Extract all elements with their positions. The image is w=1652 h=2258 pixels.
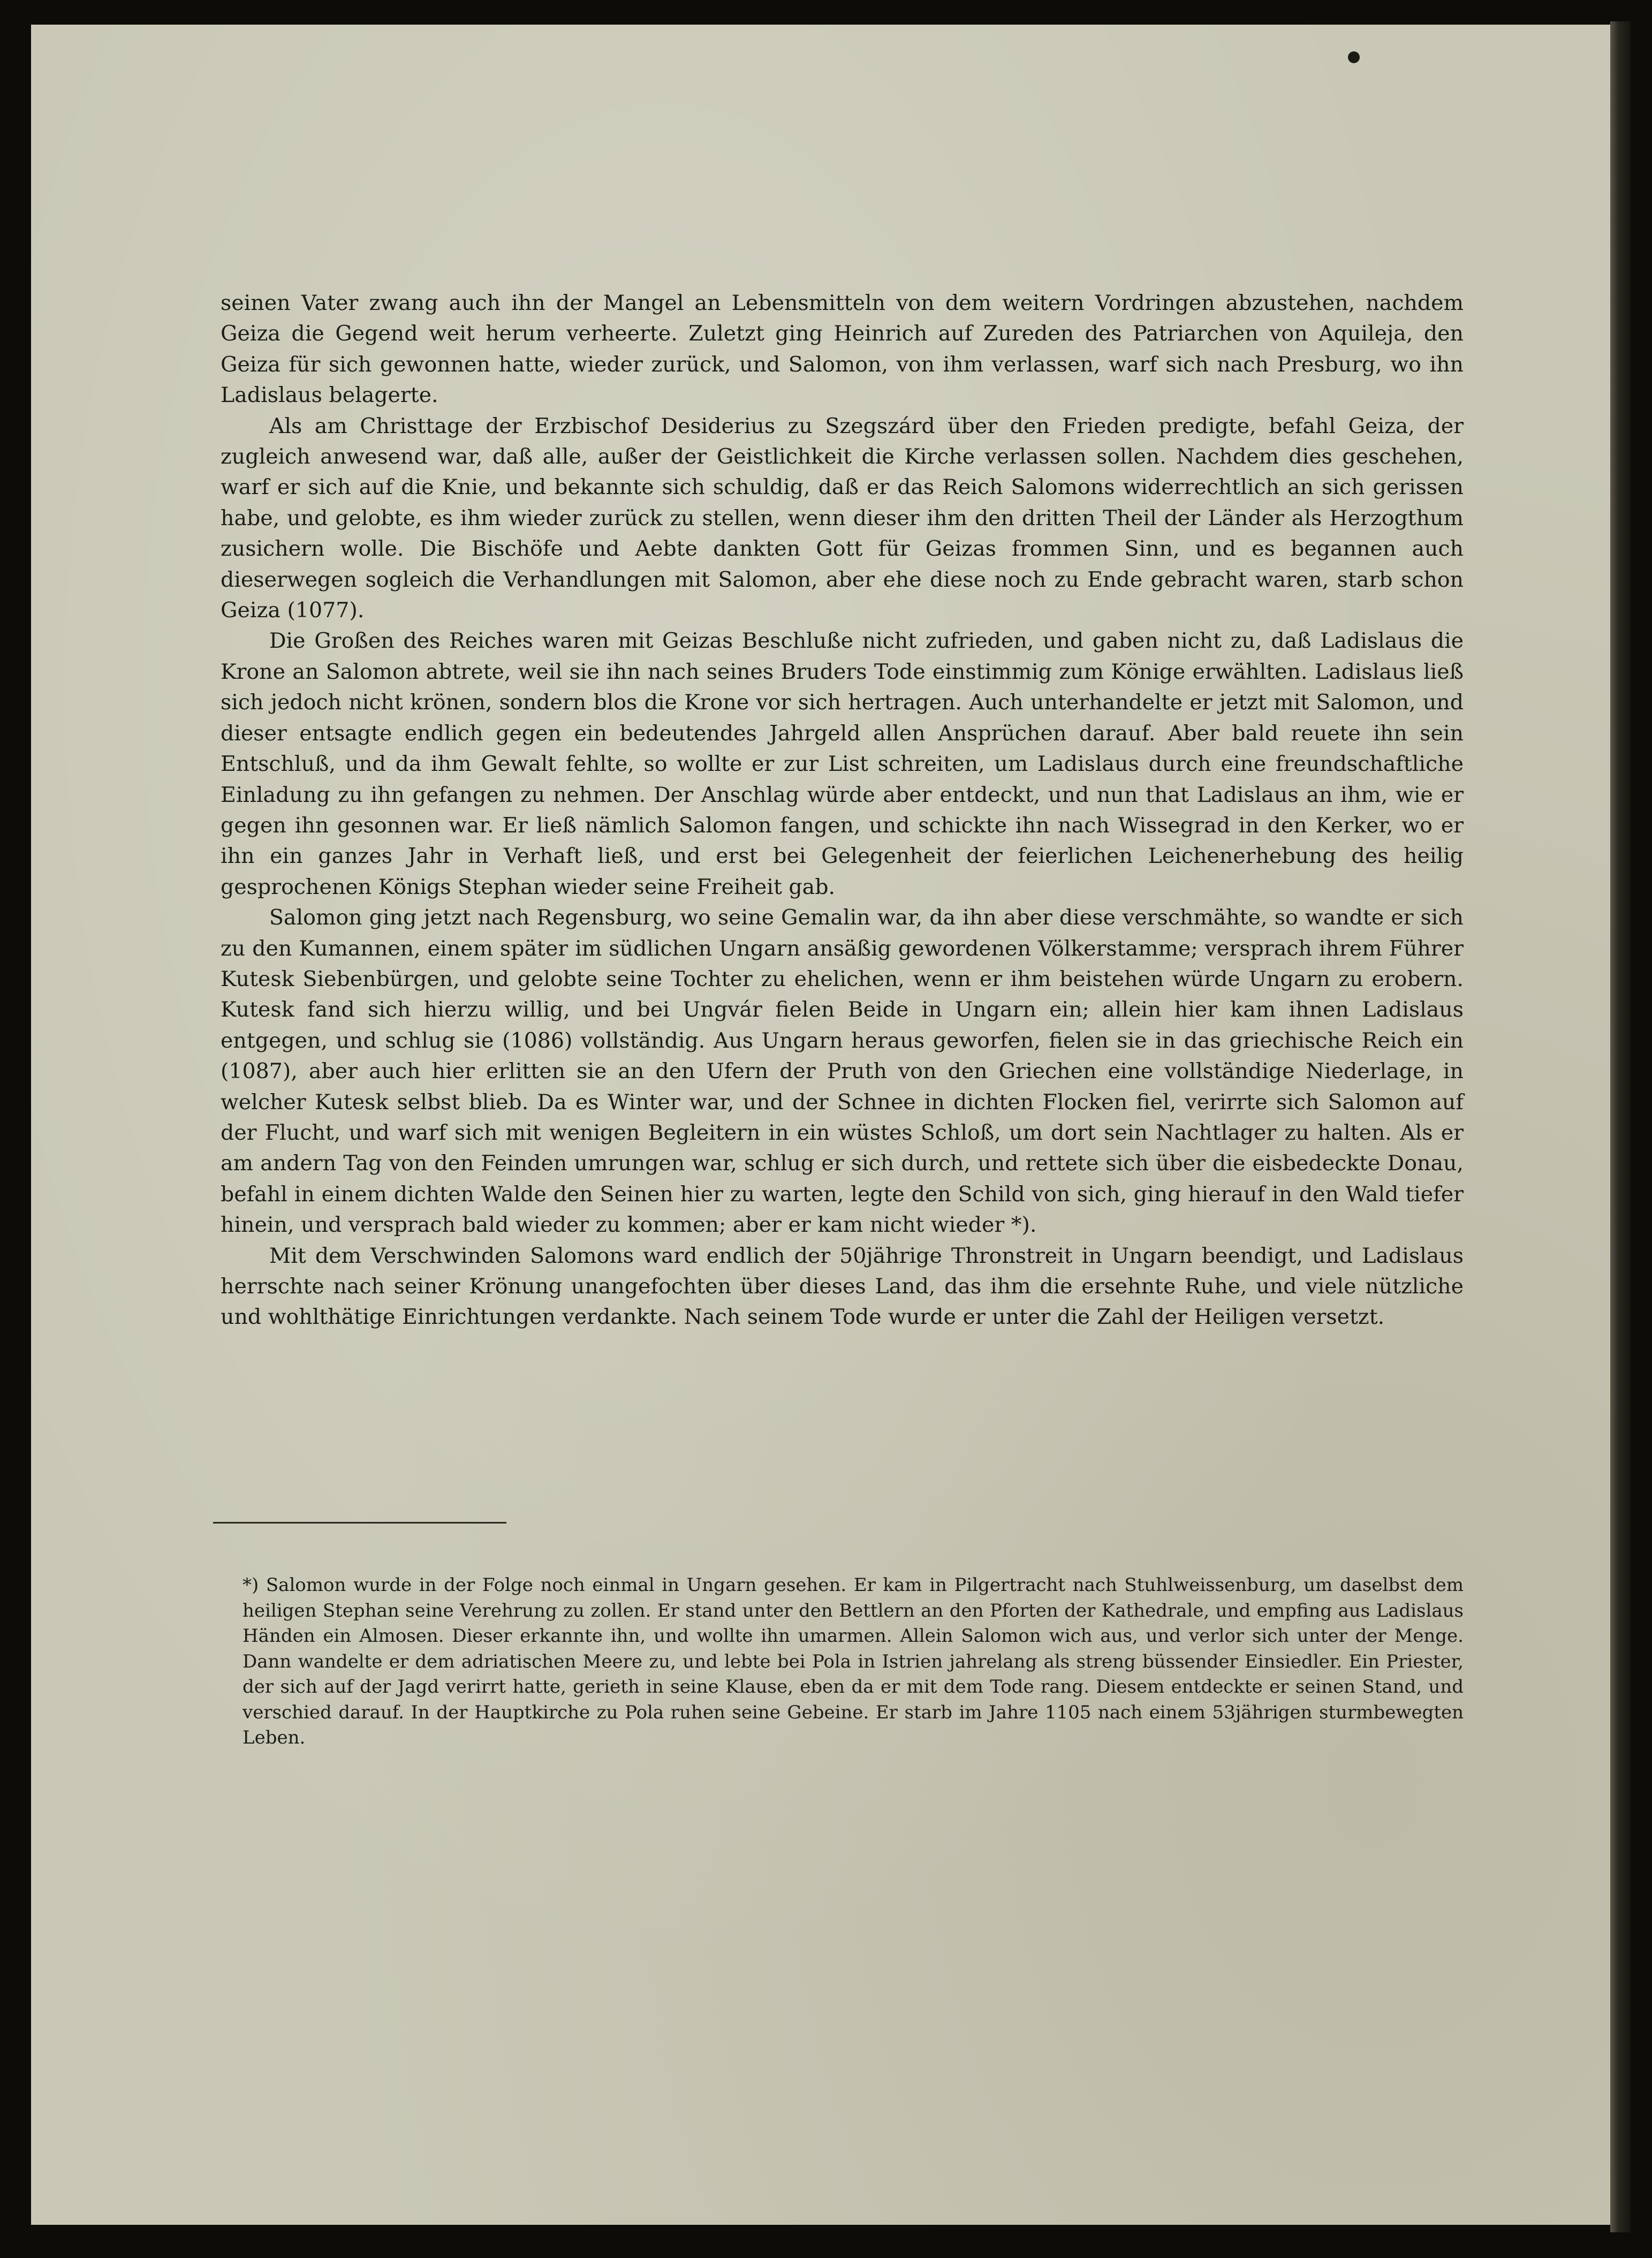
paragraph-1: seinen Vater zwang auch ihn der Mangel an Lebensmitteln von dem weitern Vordringen abzustehen, nachdem Geiza die Gegend weit herum verheerte. Zuletzt ging Heinrich auf Zureden des Patriarchen von Aquileja, den Geiza für sich gewonnen hatte, wieder zurück, und Salomon, von ihm verlassen, warf sich nach Presburg, wo ihn Ladislaus belagerte. [221,291,1464,408]
ink-spot [1348,51,1360,63]
paragraph-5: Mit dem Verschwinden Salomons ward endlich der 50jährige Thronstreit in Ungarn beendigt, und Ladislaus herrschte nach seiner Krönung unangefochten über dieses Land, das ihm die ersehnte Ruhe, und viele nützliche und wohlthätige Einrichtungen verdankte. Nach seinem Tode wurde er unter die Zahl der Heiligen versetzt. [221,1243,1464,1330]
footnote [243,1573,1464,1751]
main-text [221,288,1464,1333]
footnote-marker: *) [243,1574,259,1596]
paragraph-3: Die Großen des Reiches waren mit Geizas Beschluße nicht zufrieden, und gaben nicht zu, daß Ladislaus die Krone an Salomon abtrete, weil sie ihn nach seines Bruders Tode einstimmig zum Könige erwählten. Ladislaus ließ sich jedoch nicht krönen, sondern blos die Krone vor sich hertragen. Auch unterhandelte er jetzt mit Salomon, und dieser entsagte endlich gegen ein bedeutendes Jahrgeld allen Ansprüchen darauf. Aber bald reuete ihn sein Entschluß, und da ihm Gewalt fehlte, so wollte er zur List schreiten, um Ladislaus durch eine freundschaftliche Einladung zu ihn gefangen zu nehmen. Der Anschlag würde aber entdeckt, und nun that Ladislaus an ihm, wie er gegen ihn gesonnen war. Er ließ nämlich Salomon fangen, und schickte ihn nach Wissegrad in den Kerker, wo er ihn ein ganzes Jahr in Verhaft ließ, und erst bei Gelegenheit der feierlichen Leichenerhebung des heilig gesprochenen Königs Stephan wieder seine Freiheit gab. [221,628,1464,899]
footnote-text: Salomon wurde in der Folge noch einmal in Ungarn gesehen. Er kam in Pilgertracht nach Stuhlweissenburg, um daselbst dem heiligen Stephan seine Verehrung zu zollen. Er stand unter den Bettlern an den Pforten der Kathedrale, und empfing aus Ladislaus Händen ein Almosen. Dieser erkannte ihn, und wollte ihn umarmen. Allein Salomon wich aus, und verlor sich unter der Menge. Dann wandelte er dem adriatischen Meere zu, und lebte bei Pola in Istrien jahrelang als streng büssender Einsiedler. Ein Priester, der sich auf der Jagd verirrt hatte, gerieth in seine Klause, eben da er mit dem Tode rang. Diesem entdeckte er seinen Stand, und verschied darauf. In der Hauptkirche zu Pola ruhen seine Gebeine. Er starb im Jahre 1105 nach einem 53jährigen sturmbewegten Leben. [243,1574,1464,1748]
paragraph-2: Als am Christtage der Erzbischof Desiderius zu Szegszárd über den Frieden predigte, befahl Geiza, der zugleich anwesend war, daß alle, außer der Geistlichkeit die Kirche verlassen sollen. Nachdem dies geschehen, warf er sich auf die Knie, und bekannte sich schuldig, daß er das Reich Salomons widerrechtlich an sich gerissen habe, und gelobte, es ihm wieder zurück zu stellen, wenn dieser ihm den dritten Theil der Länder als Herzogthum zusichern wolle. Die Bischöfe und Aebte dankten Gott für Geizas frommen Sinn, und es begannen auch dieserwegen sogleich die Verhandlungen mit Salomon, aber ehe diese noch zu Ende gebracht waren, starb schon Geiza (1077). [221,413,1464,623]
book-binding-edge [1610,21,1631,2232]
paragraph-4: Salomon ging jetzt nach Regensburg, wo seine Gemalin war, da ihn aber diese verschmähte, so wandte er sich zu den Kumannen, einem später im südlichen Ungarn ansäßig gewordenen Völkerstamme; versprach ihrem Führer Kutesk Siebenbürgen, und gelobte seine Tochter zu ehelichen, wenn er ihm beistehen würde Ungarn zu erobern. Kutesk fand sich hierzu willig, und bei Ungvár fielen Beide in Ungarn ein; allein hier kam ihnen Ladislaus entgegen, und schlug sie (1086) vollständig. Aus Ungarn heraus geworfen, fielen sie in das griechische Reich ein (1087), aber auch hier erlitten sie an den Ufern der Pruth von den Griechen eine vollständige Niederlage, in welcher Kutesk selbst blieb. Da es Winter war, und der Schnee in dichten Flocken fiel, verirrte sich Salomon auf der Flucht, und warf sich mit wenigen Begleitern in ein wüstes Schloß, um dort sein Nachtlager zu halten. Als er am andern Tag von den Feinden umrungen war, schlug er sich durch, und rettete sich über die eisbedeckte Donau, befahl in einem dichten Walde den Seinen hier zu warten, legte den Schild von sich, ging hierauf in den Wald tiefer hinein, und versprach bald wieder zu kommen; aber er kam nicht wieder *). [221,905,1464,1238]
footnote-separator [213,1522,506,1524]
